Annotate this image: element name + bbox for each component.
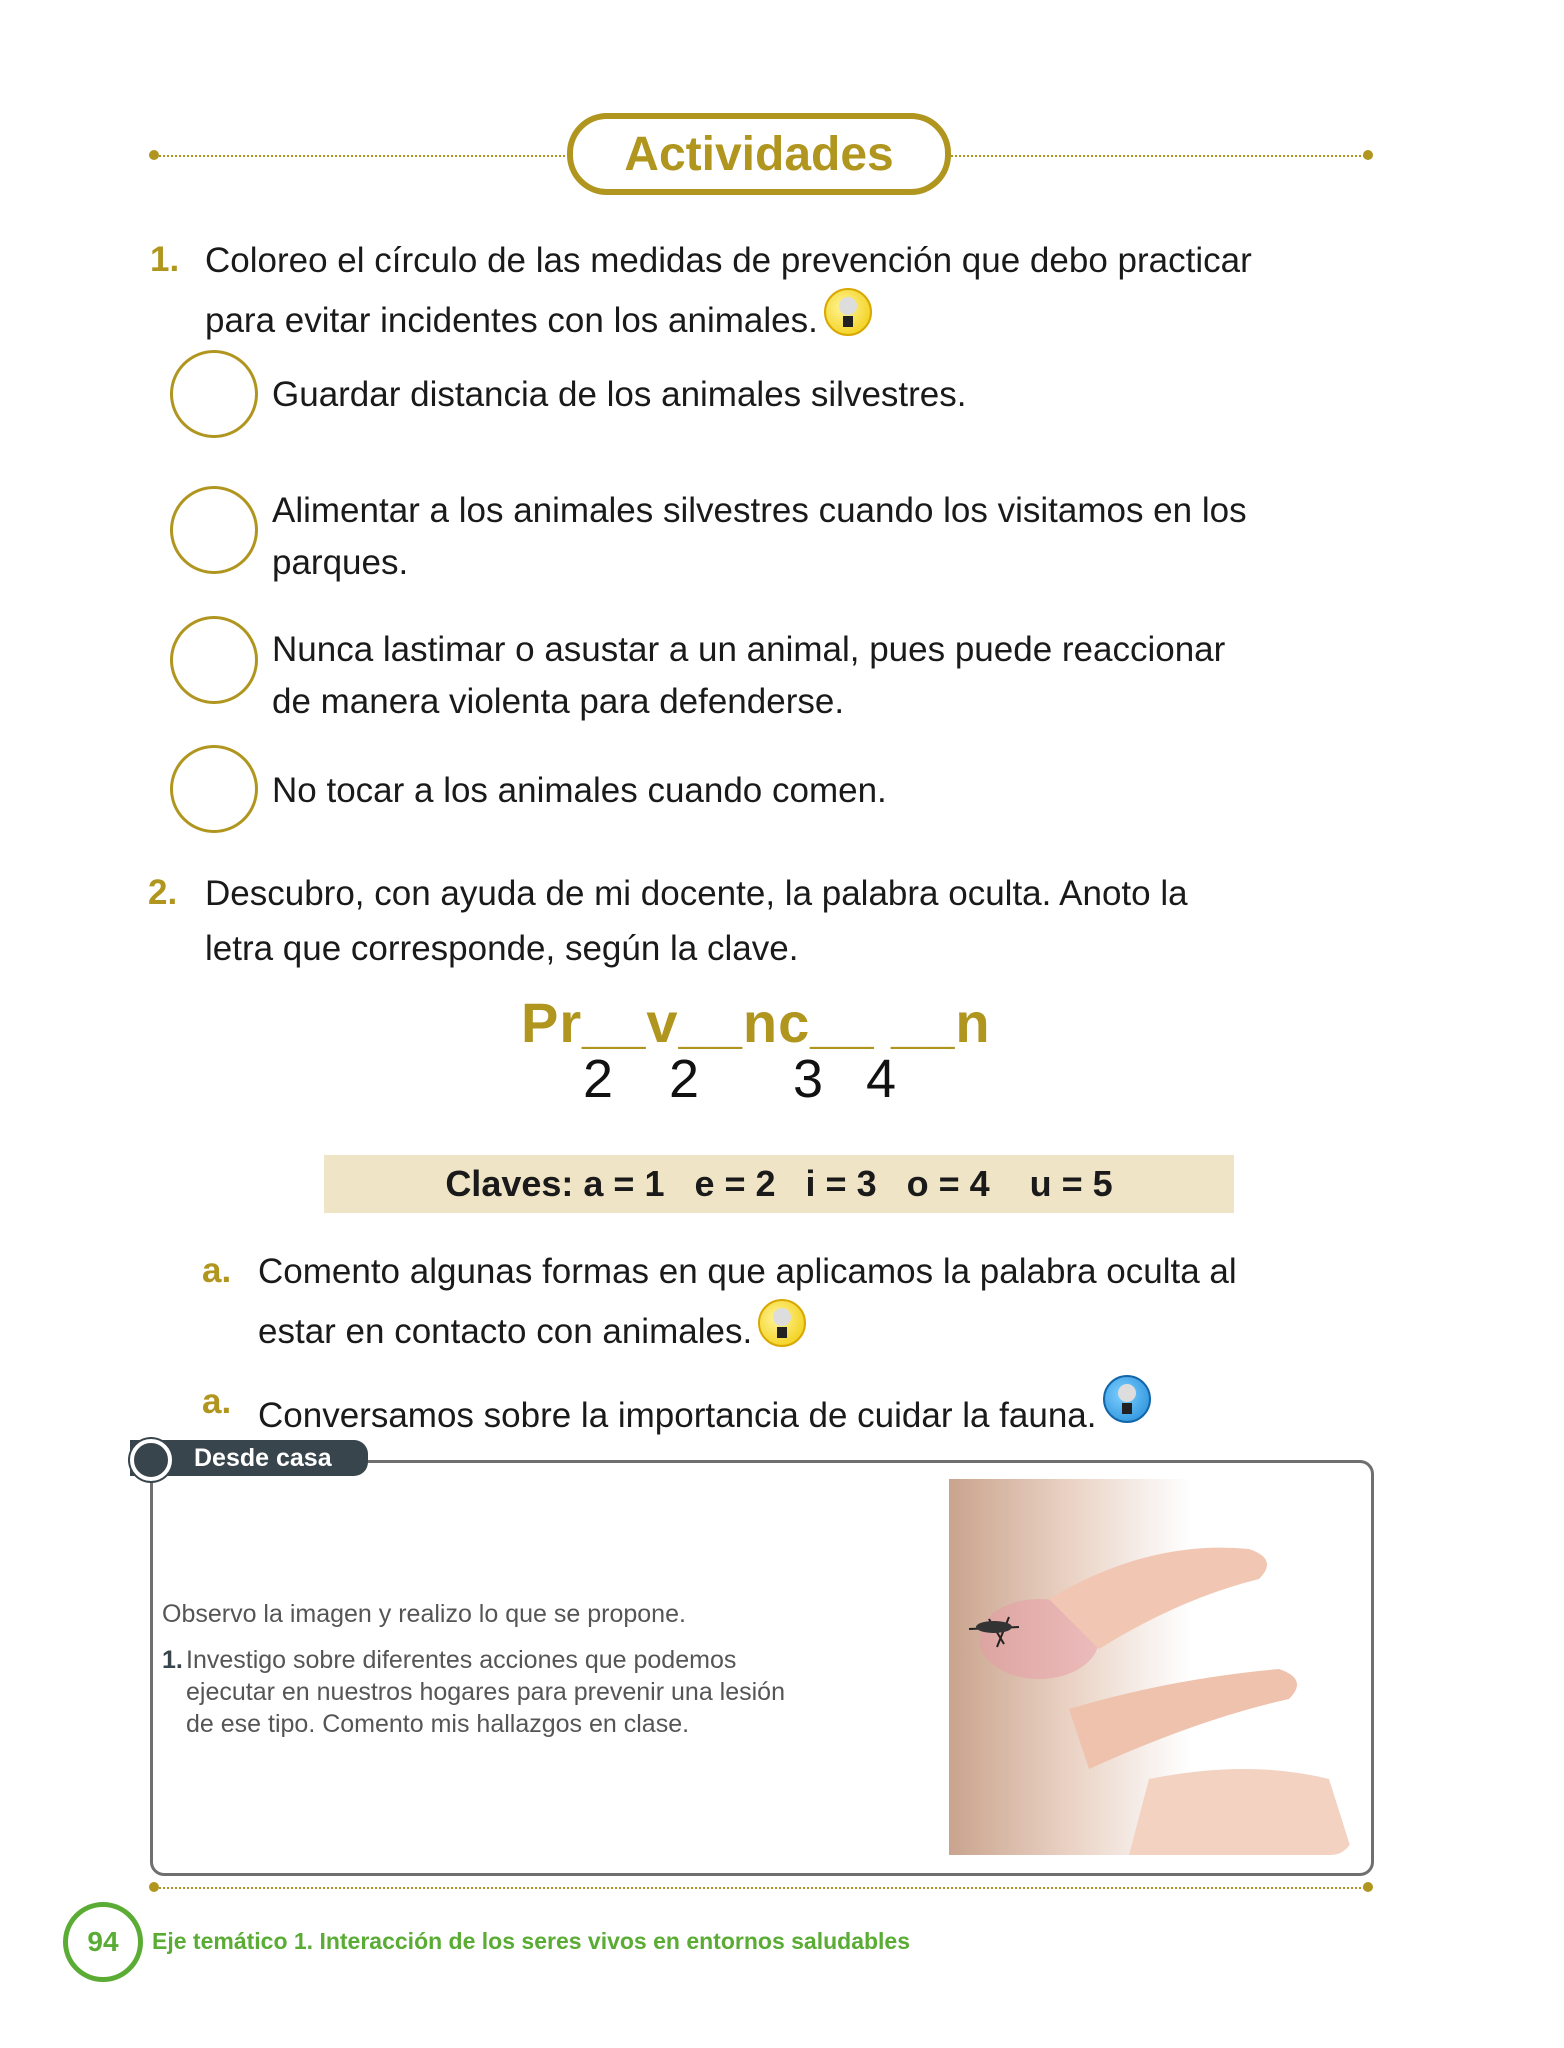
option-circle[interactable] (170, 486, 258, 574)
option-text: No tocar a los animales cuando comen. (272, 771, 887, 810)
option-text: Alimentar a los animales silvestres cuando los visitamos en los parques. (272, 491, 1247, 582)
sub-question: Comento algunas formas en que aplicamos la palabra oculta al estar en contacto con animales. (258, 1252, 1237, 1351)
lightbulb-icon (824, 288, 872, 336)
key-digit: 2 (669, 1049, 700, 1109)
question-text: Descubro, con ayuda de mi docente, la palabra oculta. Anoto la letra que corresponde, según la clave. (205, 874, 1188, 968)
footer-text: Eje temático 1. Interacción de los seres vivos en entornos saludables (152, 1928, 911, 1954)
key-digit: 3 (793, 1049, 824, 1109)
section-title: Actividades (567, 113, 951, 195)
sub-letter: a. (202, 1382, 232, 1421)
key-digit: 2 (583, 1049, 614, 1109)
option-circle[interactable] (170, 745, 258, 833)
question-text (205, 233, 1252, 348)
sub-question: Conversamos sobre la importancia de cuidar la fauna. (258, 1375, 1151, 1443)
page-number: 94 (63, 1902, 143, 1982)
key-digit: 4 (866, 1049, 897, 1109)
mosquito-bite-photo (949, 1479, 1353, 1855)
divider-dot (1363, 150, 1373, 160)
question-number: 1. (150, 240, 180, 279)
question-line: Coloreo el círculo de las medidas de prevención que debo practicar (205, 241, 1252, 280)
divider-dot (1363, 1882, 1373, 1892)
sub-letter: a. (202, 1251, 232, 1290)
divider-dot (149, 1882, 159, 1892)
question-line: para evitar incidentes con los animales. (205, 301, 818, 340)
task-item: 1. Investigo sobre diferentes acciones que podemos ejecutar en nuestros hogares para prevenir una lesión de ese tipo. Comento mis hallazgos en clase. (162, 1646, 785, 1738)
option-circle[interactable] (170, 350, 258, 438)
option-text: Nunca lastimar o asustar a un animal, pues puede reaccionar de manera violenta para defenderse. (272, 630, 1226, 721)
lightbulb-icon (758, 1299, 806, 1347)
instruction-text: Observo la imagen y realizo lo que se propone. (162, 1600, 686, 1628)
divider-dot (149, 150, 159, 160)
footer-divider (156, 1887, 1368, 1889)
desde-casa-tab: Desde casa (130, 1440, 368, 1476)
lightbulb-icon (1103, 1375, 1151, 1423)
tab-circle-icon (130, 1439, 172, 1481)
option-text: Guardar distancia de los animales silvestres. (272, 375, 967, 414)
key-box: Claves: a = 1 e = 2 i = 3 o = 4 u = 5 (324, 1155, 1234, 1213)
hidden-word: Pr__v__nc__ __n (521, 991, 991, 1054)
option-circle[interactable] (170, 616, 258, 704)
question-number: 2. (148, 873, 178, 912)
